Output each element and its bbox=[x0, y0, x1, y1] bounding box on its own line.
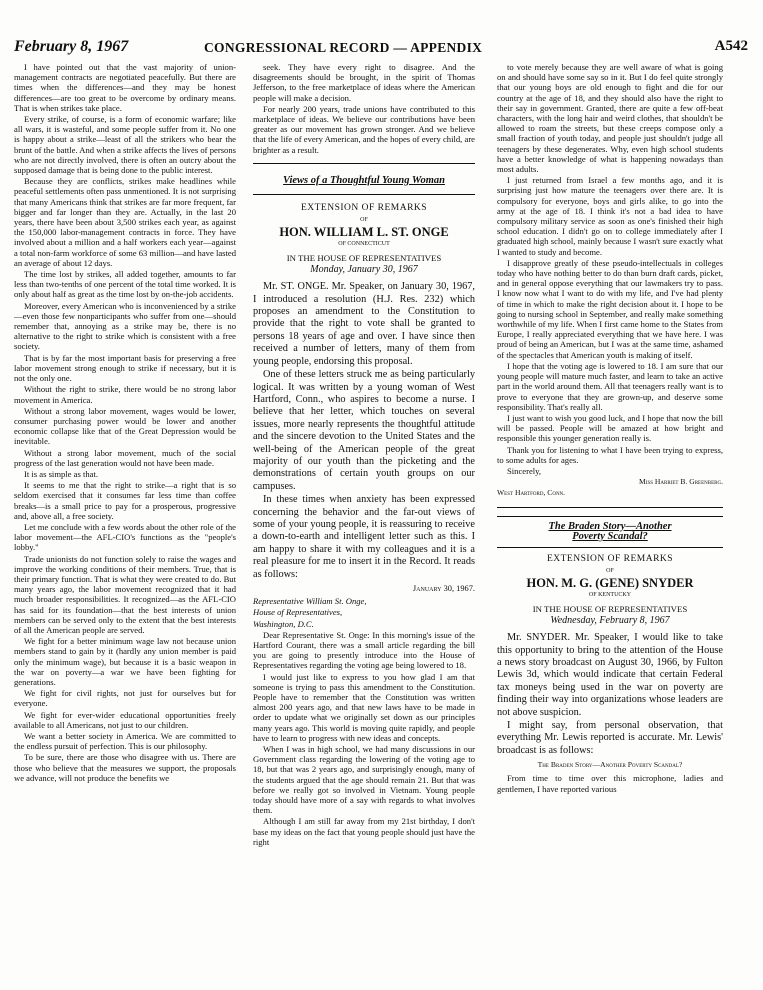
letter-body bbox=[253, 630, 475, 847]
address-line: Representative William St. Onge, bbox=[253, 596, 367, 607]
paragraph: It seems to me that the right to strike—a right that is so seldom exercised that it consumes far less time than coffee breaks—is a small price to pay for a prosperous, progressive and, above all, a free society. bbox=[14, 480, 236, 521]
section-title-braden bbox=[497, 516, 723, 548]
paragraph: When I was in high school, we had many discussions in our Government class regarding the lowering of the voting age to 18, but that was 2 years ago, and surprisingly enough, many of the students argued that the age should remain 21. But that was before we really got so involved in Vietnam. Young people today should have more of a say with regards to what involves them. bbox=[253, 744, 475, 816]
column-1-body bbox=[14, 62, 236, 783]
story-start: From time to time over this microphone, ladies and gentlemen, I have reported various bbox=[497, 773, 723, 794]
session-date: Wednesday, February 8, 1967 bbox=[550, 614, 670, 626]
letter-signer: Miss Harriet B. Greenberg. bbox=[639, 477, 723, 487]
extension-of-remarks: EXTENSION OF REMARKS bbox=[300, 203, 428, 214]
paragraph: To be sure, there are those who disagree with us. There are those who believe that the measures we support, the proposals we advance, will not produce the benefits we bbox=[14, 752, 236, 783]
column-1 bbox=[14, 62, 236, 982]
address-line: House of Representatives, bbox=[253, 607, 343, 618]
column-3 bbox=[497, 62, 723, 982]
paragraph: I might say, from personal observation, that everything Mr. Lewis reported is accurate. Mr. Lewis' broadcast is as follows: bbox=[497, 720, 723, 756]
member-state: OF CONNECTICUT bbox=[338, 240, 390, 247]
paragraph: Mr. SNYDER. Mr. Speaker, I would like to take this opportunity to bring to the attention of the House a news story broadcast on August 30, 1966, by Fulton Lewis 3d, which would indicate that certain Federal tax moneys being used in the war on poverty are finding their way into organizations whose leaders are not above suspicion. bbox=[497, 632, 723, 718]
header-date: February 8, 1967 bbox=[14, 38, 129, 55]
paragraph: Dear Representative St. Onge: In this morning's issue of the Hartford Courant, there was a small article regarding the bill you are going to presently introduce into the House of Representatives regarding the voting age being lowered to 18. bbox=[253, 629, 475, 671]
paragraph: That is by far the most important basis for preserving a free labor movement strong enough to strike if necessary, but it is not the only one. bbox=[14, 352, 236, 384]
paragraph: I hope that the voting age is lowered to 18. I am sure that our young people will mature much faster, and learn to take an active part in the world around them. All that teenagers really want is to prove to everyone that they are grown-up, and deserve some responsibility. That's really all. bbox=[497, 360, 723, 412]
paragraph: We fight for a better minimum wage law not because union members stand to gain by it (hardly any union member is paid only the minimum wage), but because it is a basic weapon in the war on poverty—a war we have been fighting for generations. bbox=[14, 636, 236, 687]
paragraph: Because they are conflicts, strikes make headlines while peaceful settlements often pass unmentioned. It is not surprising that many Americans think that strikes are far more frequent, far bigger and far longer than they are. Actually, in the last 20 years, there have been about 3,500 strikes each year, as against the 150,000 labor-management contracts in force. They have involved about a million and a half workers each year—against a total non-farm workforce of some 63 million—and have lasted an average of about 12 days. bbox=[14, 176, 236, 268]
extension-of-remarks: EXTENSION OF REMARKS bbox=[546, 553, 674, 564]
section-divider bbox=[497, 507, 723, 508]
of-label: OF bbox=[360, 217, 368, 224]
paragraph: In these times when anxiety has been expressed concerning the behavior and the far-out views of some of your young people, it is reassuring to receive a down-to-earth and intelligent letter such as this. I am happy to share it with my colleagues and it is a real pleasure for me to insert it in the Record. It reads as follows: bbox=[253, 494, 475, 580]
paragraph: Without a strong labor movement, much of the social progress of the last generation would not have been made. bbox=[14, 447, 236, 468]
paragraph: I disapprove greatly of these pseudo-intellectuals in colleges today who have nothing better to do than burn draft cards, picket, and in general oppose everything that our lawmakers try to pass. I know now what I want to do with my life, and I've had plenty of time in which to make the right decision about it. I hope to be going to nursing school in September, and really make something worthwhile of my life. When I first came home to the States from Europe, I really appreciated everything that we have here. I was proud of being an American, but I was at the same time, ashamed of the spectacles that American youth is making of itself. bbox=[497, 257, 723, 360]
section-title-st-onge: Views of a Thoughtful Young Woman bbox=[283, 174, 445, 186]
letter-continued bbox=[497, 62, 723, 465]
paragraph: Trade unionists do not function solely to raise the wages and improve the working conditions of their members. True, that is their primary function. That is what they were created to do. But many years ago, the labor movement recognized that it had much broader responsibilities. It recognized—as the AFL-CIO has said for its foundation—that the best interests of union members can be served only to the extent that the best interests of all the American people are served. bbox=[14, 553, 236, 635]
of-label: OF bbox=[606, 568, 614, 575]
paragraph: Without the right to strike, there would be no strong labor movement in America. bbox=[14, 384, 236, 405]
paragraph: We fight for ever-wider educational opportunities freely available to all Americans, not just to our children. bbox=[14, 709, 236, 730]
member-name: HON. WILLIAM L. ST. ONGE bbox=[279, 225, 449, 240]
section-divider bbox=[253, 194, 475, 195]
paragraph: We fight for civil rights, not just for ourselves but for everyone. bbox=[14, 688, 236, 709]
letter-signer-city: West Hartford, Conn. bbox=[497, 488, 566, 498]
paragraph: Moreover, every American who is inconvenienced by a strike—even those few nonparticipants who suffer from one—should remember that, annoying as a strike may be, there is no alternative to the right to strike which is consistent with a free society. bbox=[14, 300, 236, 352]
column-2 bbox=[253, 62, 475, 982]
paragraph: Without a strong labor movement, wages would be lower, consumer purchasing power would be lower and another economic collapse like that of the Great Depression would be inevitable. bbox=[14, 405, 236, 447]
member-name: HON. M. G. (GENE) SNYDER bbox=[526, 576, 694, 591]
story-title: The Braden Story—Another Poverty Scandal? bbox=[537, 760, 683, 770]
address-line: Washington, D.C. bbox=[253, 618, 314, 629]
page-header bbox=[14, 38, 754, 60]
paragraph: to vote merely because they are well aware of what is going on and should have some say so in it. But I do feel quite strongly that our young boys are old enough to fight and die for our country at the age of 18, and they should also have the right to their say in government. Granted, there are quite a few off-beat characters, with the long hair and weird clothes, that shouldn't be allowed to roam the streets, but these creeps compose only a small fraction of youth today, and people just shouldn't judge all teenagers by these degenerates. Why, even high school students have a better knowledge of what is happening nowadays than most adults. bbox=[497, 62, 723, 175]
paragraph: We want a better society in America. We are committed to the endless pursuit of perfection. This is our philosophy. bbox=[14, 731, 236, 752]
column-2-intro bbox=[253, 62, 475, 155]
paragraph: I would just like to express to you how glad I am that someone is trying to pass this amendment to the Constitution. People have to remember that the Constitution was written almost 200 years ago, and that new laws have to be made in order to update what we originally set down as our principles many years ago. This world is moving quite rapidly, and people have to learn to progress with new ideas and concepts. bbox=[253, 671, 475, 743]
session-date: Monday, January 30, 1967 bbox=[310, 264, 418, 276]
paragraph: For nearly 200 years, trade unions have contributed to this marketplace of ideas. We believe our contributions have been greater as our movement has grown stronger. And we believe that the life of every American, and the hopes of every child, are brighter as a result. bbox=[253, 103, 475, 155]
paragraph: I just want to wish you good luck, and I hope that now the bill will be passed. People will be amazed at how bright and responsible this younger generation really is. bbox=[497, 412, 723, 444]
section-divider bbox=[253, 163, 475, 164]
header-page-number: A542 bbox=[714, 38, 748, 54]
paragraph: One of these letters struck me as being particularly logical. It was written by a young woman of West Hartford, Conn., who aspires to become a nurse. I believe that her letter, which touches on several issues, more nearly represents the thoughtful attitude and the sincere devotion to the United States and the well-being of the American people of the great majority of our youth than the picketing and the demonstrations of certain youth groups on our campuses. bbox=[253, 369, 475, 492]
house-label: IN THE HOUSE OF REPRESENTATIVES bbox=[532, 603, 688, 614]
letter-closing: Sincerely, bbox=[507, 465, 542, 476]
paragraph: Every strike, of course, is a form of economic warfare; like all wars, it is wasteful, and some people suffer from it. No one is happy about a strike—least of all the strikers who bear the brunt of the battle. And when a strike affects the lives of persons who are not directly involved, there is often an outcry about the supposed damage that is being done to the public interest. bbox=[14, 114, 236, 176]
paragraph: Although I am still far away from my 21st birthday, I don't base my ideas on the fact that young people should just have the right bbox=[253, 816, 475, 847]
paragraph: The time lost by strikes, all added together, amounts to far less than two-tenths of one percent of the total time worked. It is only about half as great as the time lost by on-the-job accidents. bbox=[14, 269, 236, 300]
header-title: CONGRESSIONAL RECORD — APPENDIX bbox=[204, 40, 483, 55]
paragraph: I just returned from Israel a few months ago, and it is surprising just how mature the teenagers over there are. It is compulsory for everyone, boys and girls alike, to go into the army at the age of 18. I think it's not a bad idea to have compulsory military service as soon as one's finished their high school education. I didn't go on to college immediately after I graduated high school, mainly because I wasn't sure exactly what I wanted to study and become. bbox=[497, 175, 723, 257]
speech-body bbox=[253, 281, 475, 581]
section-title-line-1: The Braden Story—Another bbox=[548, 520, 672, 532]
paragraph: seek. They have every right to disagree. And the disagreements should be brought, in the spirit of Thomas Jefferson, to the free marketplace of ideas where the American people will make a decision. bbox=[253, 62, 475, 103]
speech-body bbox=[497, 632, 723, 757]
paragraph: Mr. ST. ONGE. Mr. Speaker, on January 30, 1967, I introduced a resolution (H.J. Res. 232) which proposes an amendment to the Constitution to provide that the right to vote shall be granted to persons 18 years of age and over. I have since then received a number of letters, many of them from young people, endorsing this proposal. bbox=[253, 281, 475, 367]
section-title-line-2: Poverty Scandal? bbox=[572, 530, 648, 542]
letter-date: January 30, 1967. bbox=[412, 584, 475, 593]
paragraph: I have pointed out that the vast majority of union-management contracts are negotiated peacefully. But there are times when the differences—and they may be honest differences—are too great to be overcome by ordinary means. That is when strikes take place. bbox=[14, 62, 236, 113]
paragraph: Let me conclude with a few words about the other role of the labor movement—the AFL-CIO's functions as the "people's lobby." bbox=[14, 521, 236, 553]
paragraph: Thank you for listening to what I have been trying to express, to some adults for ages. bbox=[497, 444, 723, 465]
letter-address bbox=[253, 596, 475, 629]
paragraph: It is as simple as that. bbox=[24, 468, 98, 479]
member-state: OF KENTUCKY bbox=[588, 591, 632, 598]
house-label: IN THE HOUSE OF REPRESENTATIVES bbox=[286, 252, 442, 263]
